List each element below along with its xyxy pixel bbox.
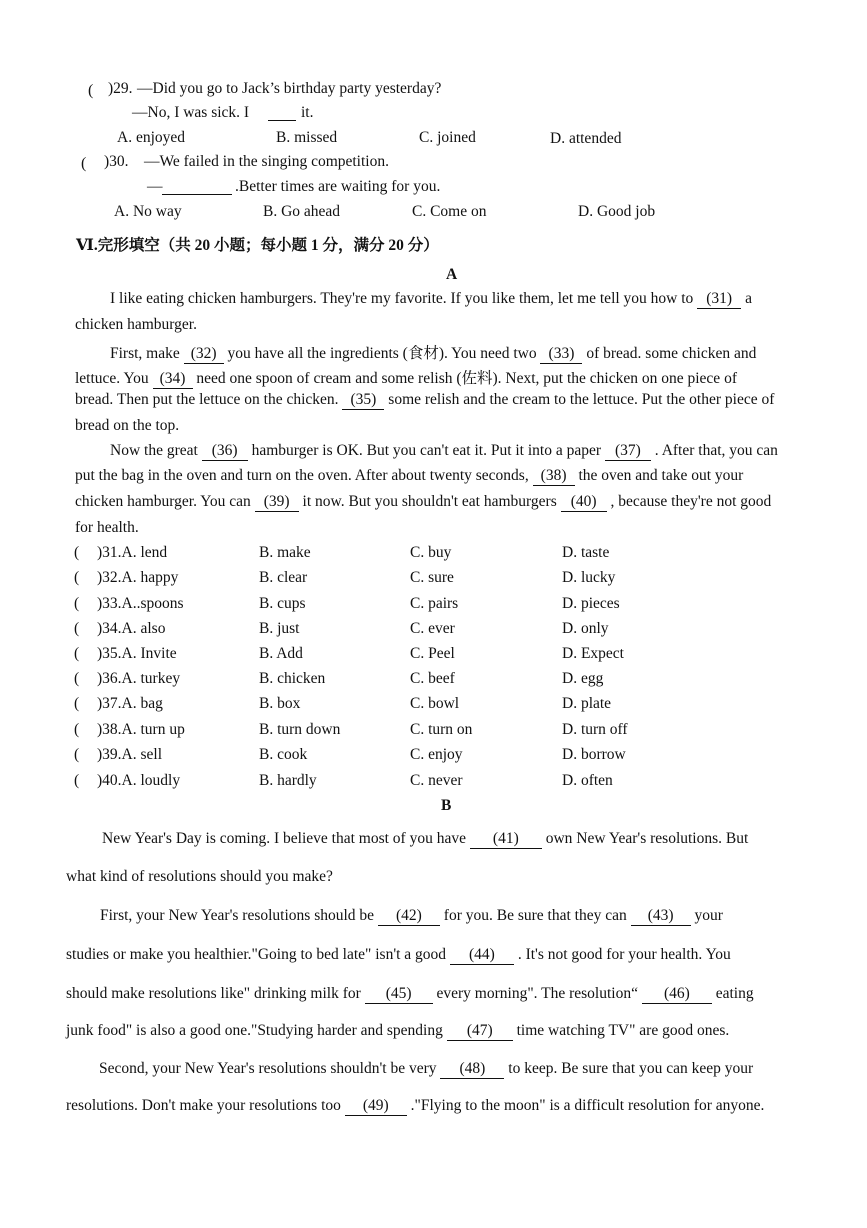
- blank-44[interactable]: (44): [450, 946, 514, 965]
- text: bread. Then put the lettuce on the chicken.: [75, 391, 339, 408]
- text: the oven and take out your: [578, 467, 744, 484]
- answer-paren[interactable]: (: [74, 721, 80, 738]
- option-c[interactable]: C. Come on: [412, 203, 487, 220]
- option-a[interactable]: )32.A. happy: [97, 569, 179, 586]
- answer-after: .Better times are waiting for you.: [235, 178, 441, 195]
- text: every morning". The resolution“: [436, 985, 638, 1002]
- answer-paren[interactable]: (: [74, 645, 80, 662]
- option-d[interactable]: D. turn off: [562, 721, 628, 738]
- text: First, your New Year's resolutions should be: [100, 907, 375, 924]
- option-b[interactable]: B. make: [259, 544, 311, 561]
- answer-paren[interactable]: (: [74, 695, 80, 712]
- text: , because they're not good: [610, 493, 772, 510]
- answer-after: it.: [301, 104, 314, 121]
- blank-46[interactable]: (46): [642, 985, 712, 1004]
- option-b[interactable]: B. hardly: [259, 772, 317, 789]
- text: it now. But you shouldn't eat hamburgers: [302, 493, 557, 510]
- option-b[interactable]: B. missed: [276, 129, 338, 146]
- option-c[interactable]: C. turn on: [410, 721, 473, 738]
- passage-b-label: B: [441, 797, 452, 814]
- blank-41[interactable]: (41): [470, 830, 542, 849]
- option-d[interactable]: D. Expect: [562, 645, 624, 662]
- option-a[interactable]: A. No way: [114, 203, 182, 220]
- question-number: )30.: [104, 153, 129, 170]
- option-c[interactable]: C. sure: [410, 569, 454, 586]
- blank-38[interactable]: (38): [533, 467, 575, 486]
- option-d[interactable]: D. often: [562, 772, 613, 789]
- text: Now the great: [110, 442, 198, 459]
- answer-paren[interactable]: (: [74, 670, 80, 687]
- blank-31[interactable]: (31): [697, 290, 741, 309]
- answer-paren[interactable]: (: [74, 569, 80, 586]
- text: you have all the ingredients (食材). You need two: [227, 345, 537, 362]
- text: chicken hamburger.: [75, 316, 197, 333]
- text: for health.: [75, 519, 139, 536]
- text: New Year's Day is coming. I believe that most of you have: [102, 830, 466, 847]
- option-d[interactable]: D. borrow: [562, 746, 626, 763]
- text: what kind of resolutions should you make?: [66, 868, 333, 885]
- option-c[interactable]: C. ever: [410, 620, 455, 637]
- answer-before: —No, I was sick. I: [132, 104, 250, 121]
- option-d[interactable]: D. only: [562, 620, 609, 637]
- answer-before: —: [147, 178, 163, 195]
- text: a: [745, 290, 752, 307]
- answer-paren[interactable]: (: [74, 620, 80, 637]
- text: hamburger is OK. But you can't eat it. Put it into a paper: [251, 442, 602, 459]
- blank-45[interactable]: (45): [365, 985, 433, 1004]
- blank-37[interactable]: (37): [605, 442, 651, 461]
- answer-paren[interactable]: (: [74, 772, 80, 789]
- text: of bread. some chicken and: [586, 345, 757, 362]
- text: bread on the top.: [75, 417, 180, 434]
- option-c[interactable]: C. buy: [410, 544, 452, 561]
- text: some relish and the cream to the lettuce. Put the other piece of: [388, 391, 775, 408]
- text: time watching TV" are good ones.: [516, 1022, 730, 1039]
- answer-paren[interactable]: (: [74, 746, 80, 763]
- text: Second, your New Year's resolutions shouldn't be very: [99, 1060, 437, 1077]
- option-a[interactable]: )40.A. loudly: [97, 772, 181, 789]
- option-b[interactable]: B. cups: [259, 595, 306, 612]
- option-b[interactable]: B. cook: [259, 746, 308, 763]
- option-b[interactable]: B. Go ahead: [263, 203, 341, 220]
- option-c[interactable]: C. enjoy: [410, 746, 463, 763]
- option-d[interactable]: D. egg: [562, 670, 604, 687]
- option-a[interactable]: )38.A. turn up: [97, 721, 185, 738]
- option-c[interactable]: C. Peel: [410, 645, 455, 662]
- blank-39[interactable]: (39): [255, 493, 299, 512]
- text: studies or make you healthier."Going to bed late" isn't a good: [66, 946, 447, 963]
- blank-34[interactable]: (34): [153, 370, 193, 389]
- text: . After that, you can: [654, 442, 778, 459]
- text: junk food" is also a good one."Studying harder and spending: [66, 1022, 443, 1039]
- option-a[interactable]: )39.A. sell: [97, 746, 163, 763]
- text: to keep. Be sure that you can keep your: [508, 1060, 754, 1077]
- blank-49[interactable]: (49): [345, 1097, 407, 1116]
- option-d[interactable]: D. attended: [550, 130, 622, 147]
- text: eating: [715, 985, 754, 1002]
- option-a[interactable]: )35.A. Invite: [97, 645, 177, 662]
- option-b[interactable]: B. Add: [259, 645, 303, 662]
- option-d[interactable]: D. lucky: [562, 569, 616, 586]
- text: ."Flying to the moon" is a difficult resolution for anyone.: [410, 1097, 765, 1114]
- text: put the bag in the oven and turn on the oven. After about twenty seconds,: [75, 467, 529, 484]
- text: your: [694, 907, 723, 924]
- blank-40[interactable]: (40): [561, 493, 607, 512]
- text: own New Year's resolutions. But: [545, 830, 749, 847]
- text: . It's not good for your health. You: [517, 946, 731, 963]
- option-b[interactable]: B. clear: [259, 569, 308, 586]
- question-text: —We failed in the singing competition.: [144, 153, 389, 170]
- option-b[interactable]: B. turn down: [259, 721, 341, 738]
- blank-36[interactable]: (36): [202, 442, 248, 461]
- question-text: —Did you go to Jack’s birthday party yesterday?: [137, 80, 442, 97]
- option-c[interactable]: C. never: [410, 772, 463, 789]
- blank-35[interactable]: (35): [342, 391, 384, 410]
- answer-blank[interactable]: [162, 178, 232, 195]
- option-c[interactable]: C. beef: [410, 670, 455, 687]
- text: lettuce. You: [75, 370, 149, 387]
- answer-paren[interactable]: (: [74, 595, 80, 612]
- text: resolutions. Don't make your resolutions too: [66, 1097, 341, 1114]
- option-a[interactable]: )37.A. bag: [97, 695, 163, 712]
- option-a[interactable]: A. enjoyed: [117, 129, 186, 146]
- option-d[interactable]: D. pieces: [562, 595, 620, 612]
- option-c[interactable]: C. joined: [419, 129, 476, 146]
- text: for you. Be sure that they can: [443, 907, 627, 924]
- blank-42[interactable]: (42): [378, 907, 440, 926]
- option-d[interactable]: D. Good job: [578, 203, 656, 220]
- passage-a-label: A: [446, 266, 458, 283]
- option-a[interactable]: )33.A..spoons: [97, 595, 184, 612]
- option-c[interactable]: C. bowl: [410, 695, 460, 712]
- answer-blank[interactable]: [268, 104, 296, 121]
- text: should make resolutions like" drinking milk for: [66, 985, 361, 1002]
- option-d[interactable]: D. taste: [562, 544, 610, 561]
- blank-43[interactable]: (43): [631, 907, 691, 926]
- blank-48[interactable]: (48): [440, 1060, 504, 1079]
- question-number: )29.: [108, 80, 133, 97]
- option-a[interactable]: )31.A. lend: [97, 544, 168, 561]
- text: First, make: [110, 345, 180, 362]
- answer-paren[interactable]: (: [81, 155, 87, 172]
- answer-paren[interactable]: (: [88, 82, 94, 99]
- blank-32[interactable]: (32): [184, 345, 224, 364]
- option-d[interactable]: D. plate: [562, 695, 612, 712]
- text: chicken hamburger. You can: [75, 493, 251, 510]
- option-b[interactable]: B. chicken: [259, 670, 326, 687]
- option-a[interactable]: )36.A. turkey: [97, 670, 181, 687]
- option-c[interactable]: C. pairs: [410, 595, 459, 612]
- section-heading: Ⅵ.完形填空（共 20 小题；每小题 1 分，满分 20 分）: [76, 237, 439, 254]
- option-b[interactable]: B. just: [259, 620, 300, 637]
- blank-47[interactable]: (47): [447, 1022, 513, 1041]
- blank-33[interactable]: (33): [540, 345, 582, 364]
- answer-paren[interactable]: (: [74, 544, 80, 561]
- option-a[interactable]: )34.A. also: [97, 620, 166, 637]
- option-b[interactable]: B. box: [259, 695, 301, 712]
- text: need one spoon of cream and some relish (佐料). Next, put the chicken on one piece of: [196, 370, 737, 387]
- text: I like eating chicken hamburgers. They're my favorite. If you like them, let me tell you how to: [110, 290, 694, 307]
